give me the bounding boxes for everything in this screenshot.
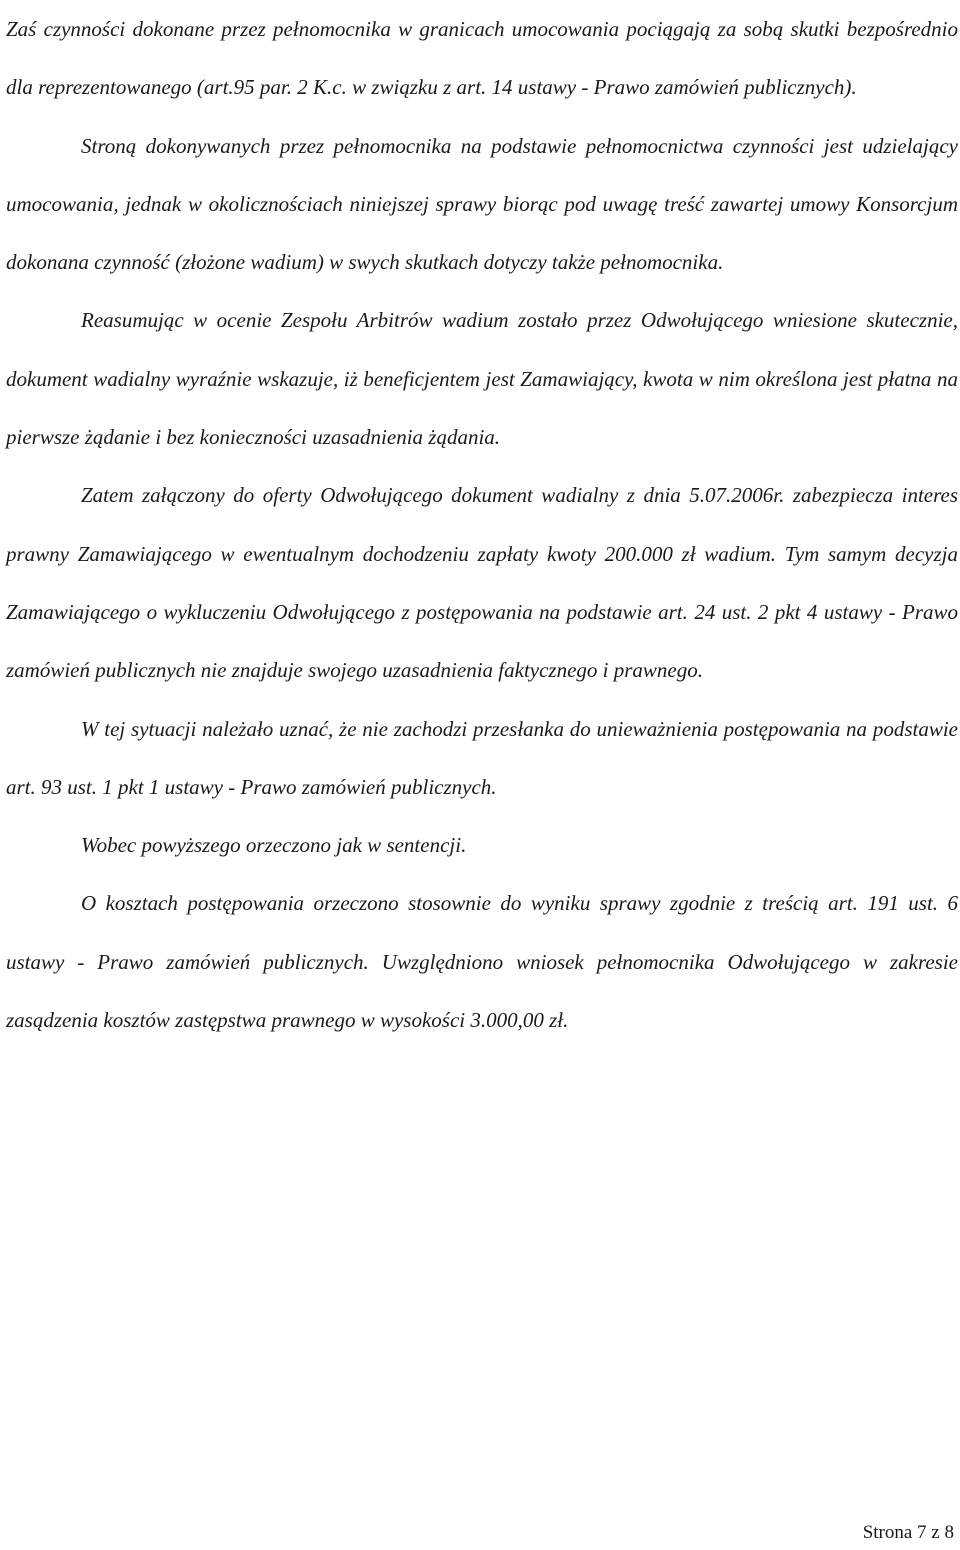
document-page — [6, 0, 958, 1049]
paragraph-koszty: O kosztach postępowania orzeczono stosownie do wyniku sprawy zgodnie z treścią art. 191 ust. 6 ustawy - Prawo zamówień publicznych. Uwzględniono wniosek pełnomocnika Odwołującego w zakresie zasądzenia kosztów zastępstwa prawnego w wysokości 3.000,00 zł. — [6, 891, 958, 1033]
paragraph-uniewaznienie: W tej sytuacji należało uznać, że nie zachodzi przesłanka do unieważnienia postępowania na podstawie art. 93 ust. 1 pkt 1 ustawy - Prawo zamówień publicznych. — [6, 716, 958, 799]
paragraph-pelnomocnik-skutki: Zaś czynności dokonane przez pełnomocnika w granicach umocowania pociągają za sobą skutki bezpośrednio dla reprezentowanego (art.95 par. 2 K.c. w związku z art. 14 ustawy - Prawo zamówień publicznych). — [6, 17, 958, 100]
paragraph-strona-czynnosci: Stroną dokonywanych przez pełnomocnika na podstawie pełnomocnictwa czynności jest udzielający umocowania, jednak w okolicznościach niniejszej sprawy biorąc pod uwagę treść zawartej umowy Konsorcjum dokonana czynność (złożone wadium) w swych skutkach dotyczy także pełnomocnika. — [6, 133, 958, 275]
paragraph-dokument-wadialny: Zatem załączony do oferty Odwołującego dokument wadialny z dnia 5.07.2006r. zabezpiecza interes prawny Zamawiającego w ewentualnym dochodzeniu zapłaty kwoty 200.000 zł wadium. Tym samym decyzja Zamawiającego o wykluczeniu Odwołującego z postępowania na podstawie art. 24 ust. 2 pkt 4 ustawy - Prawo zamówień publicznych nie znajduje swojego uzasadnienia faktycznego i prawnego. — [6, 483, 958, 683]
paragraph-orzeczono: Wobec powyższego orzeczono jak w sentencji. — [81, 833, 467, 858]
paragraph-reasumujac: Reasumując w ocenie Zespołu Arbitrów wadium zostało przez Odwołującego wniesione skutecznie, dokument wadialny wyraźnie wskazuje, iż beneficjentem jest Zamawiający, kwota w nim określona jest płatna na pierwsze żądanie i bez konieczności uzasadnienia żądania. — [6, 308, 958, 450]
page-number: Strona 7 z 8 — [862, 1522, 954, 1543]
